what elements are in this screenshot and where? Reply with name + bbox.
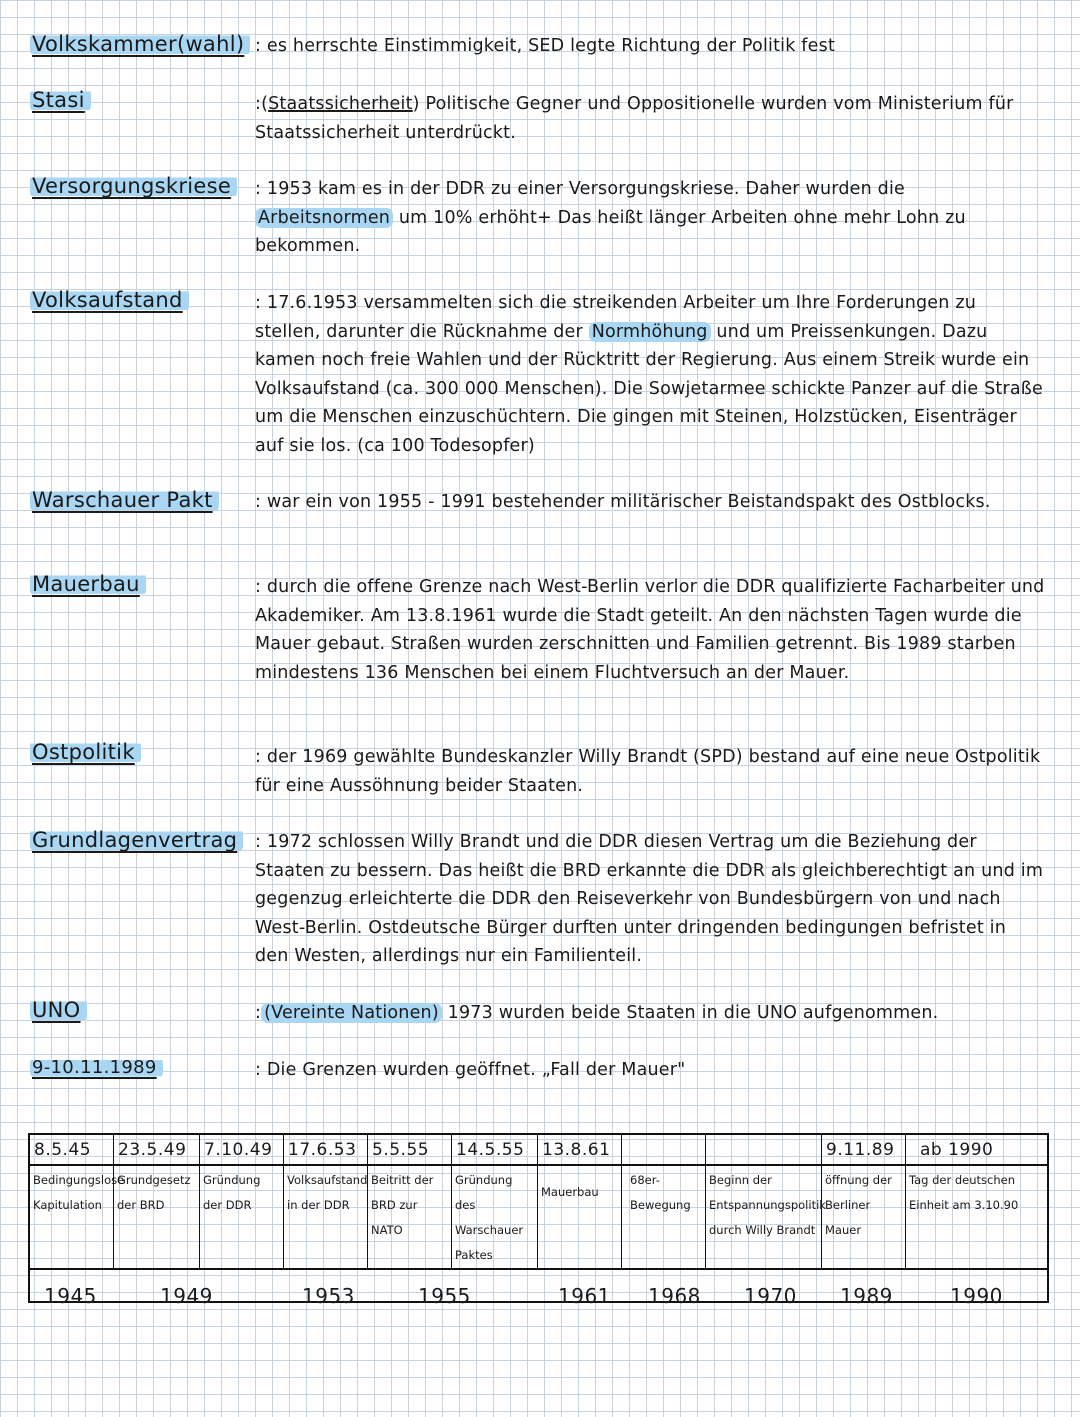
- timeline-event: Beitritt der BRD zur NATO: [368, 1166, 452, 1268]
- term-ostpolitik: Ostpolitik: [30, 740, 141, 764]
- term-mauerfall-datum: 9-10.11.1989: [30, 1057, 163, 1078]
- timeline-event: Gründung des Warschauer Paktes: [452, 1166, 538, 1268]
- timeline-event: Gründung der DDR: [200, 1166, 284, 1268]
- timeline-date: 13.8.61: [538, 1135, 622, 1164]
- timeline-year: 1945: [44, 1284, 97, 1308]
- term-uno: UNO: [30, 998, 87, 1022]
- term-stasi: Stasi: [30, 88, 91, 112]
- highlight-normhoehung: Normhöhung: [589, 322, 711, 342]
- definition-volkskammer: : es herrschte Einstimmigkeit, SED legte Richtung der Politik fest: [255, 36, 836, 56]
- definition-stasi: :(Staatssicherheit) Politische Gegner und Oppositionelle wurden vom Ministerium für Staatssicherheit unterdrückt.: [255, 94, 1014, 143]
- timeline-year: 1961: [558, 1284, 611, 1308]
- timeline-event: Mauerbau: [538, 1166, 622, 1268]
- timeline-event: Beginn der Entspannungspolitik durch Willy Brandt: [706, 1166, 822, 1268]
- definition-uno: : (Vereinte Nationen) 1973 wurden beide Staaten in die UNO aufgenommen.: [255, 1003, 939, 1023]
- term-versorgungskriese: Versorgungskriese: [30, 174, 237, 198]
- term-volkskammer: Volkskammer(wahl): [30, 32, 250, 56]
- timeline-year: 1968: [648, 1284, 701, 1308]
- term-mauerbau: Mauerbau: [30, 572, 146, 596]
- timeline-date: 7.10.49: [200, 1135, 284, 1164]
- timeline-table: [28, 1133, 1049, 1308]
- highlight-vereinte-nationen: (Vereinte Nationen): [261, 1003, 442, 1023]
- timeline-year: 1955: [418, 1284, 471, 1308]
- definition-warschauer-pakt: : war ein von 1955 - 1991 bestehender militärischer Beistandspakt des Ostblocks.: [255, 492, 991, 512]
- timeline-date: 14.5.55: [452, 1135, 538, 1164]
- timeline-year: 1953: [302, 1284, 355, 1308]
- timeline-date: 9.11.89: [822, 1135, 906, 1164]
- timeline-event: Bedingungslose Kapitulation: [30, 1166, 114, 1268]
- timeline-event: Tag der deutschen Einheit am 3.10.90: [909, 1173, 1019, 1212]
- timeline-year: 1990: [950, 1284, 1003, 1308]
- timeline-year: 1970: [744, 1284, 797, 1308]
- term-grundlagenvertrag: Grundlagenvertrag: [30, 828, 243, 852]
- highlight-arbeitsnormen: Arbeitsnormen: [255, 208, 393, 228]
- timeline-year: 1989: [840, 1284, 893, 1308]
- timeline-date: ab 1990: [920, 1140, 994, 1160]
- definition-versorgungskriese: : 1953 kam es in der DDR zu einer Versorgungskriese. Daher wurden die Arbeitsnormen um 10% erhöht+ Das heißt länger Arbeiten ohne mehr Lohn zu bekommen.: [255, 179, 966, 256]
- timeline-year: 1949: [160, 1284, 213, 1308]
- timeline-event: 68er-Bewegung: [622, 1166, 706, 1268]
- timeline-date: [622, 1135, 706, 1164]
- term-warschauer-pakt: Warschauer Pakt: [30, 488, 219, 512]
- timeline-date: 17.6.53: [284, 1135, 368, 1164]
- timeline-dates-row: [30, 1135, 1047, 1166]
- timeline-date: 8.5.45: [30, 1135, 114, 1164]
- timeline-years-row: [30, 1270, 1047, 1326]
- definition-ostpolitik: : der 1969 gewählte Bundeskanzler Willy Brandt (SPD) bestand auf eine neue Ostpolitik für eine Aussöhnung beider Staaten.: [255, 747, 1041, 796]
- term-volksaufstand: Volksaufstand: [30, 288, 189, 312]
- timeline-event: Grundgesetz der BRD: [114, 1166, 200, 1268]
- underlined-term: Staatssicherheit: [268, 94, 413, 114]
- timeline-event: Volksaufstand in der DDR: [284, 1166, 368, 1268]
- timeline-date: 5.5.55: [368, 1135, 452, 1164]
- timeline-date: [706, 1135, 822, 1164]
- timeline-events-row: [30, 1166, 1047, 1270]
- timeline-date: 23.5.49: [114, 1135, 200, 1164]
- definition-mauerfall: : Die Grenzen wurden geöffnet. „Fall der Mauer": [255, 1060, 686, 1080]
- definition-mauerbau: : durch die offene Grenze nach West-Berlin verlor die DDR qualifizierte Facharbeiter und Akademiker. Am 13.8.1961 wurde die Stadt geteilt. An den nächsten Tagen wurde die Mauer gebaut. Straßen wurden zerschnitten und Familien getrennt. Bis 1989 starben mindestens 136 Menschen bei einem Fluchtversuch an der Mauer.: [255, 577, 1045, 683]
- timeline-event: öffnung der Berliner Mauer: [822, 1166, 906, 1268]
- definition-volksaufstand: : 17.6.1953 versammelten sich die streikenden Arbeiter um Ihre Forderungen zu stellen, darunter die Rücknahme der Normhöhung und um Preissenkungen. Dazu kamen noch freie Wahlen und der Rücktritt der Regierung. Aus einem Streik wurde ein Volksaufstand (ca. 300 000 Menschen). Die Sowjetarmee schickte Panzer auf die Straße um die Menschen einzuschüchtern. Die gingen mit Steinen, Holzstücken, Eisenträger auf sie los. (ca 100 Todesopfer): [255, 293, 1043, 456]
- definition-grundlagenvertrag: : 1972 schlossen Willy Brandt und die DDR diesen Vertrag um die Beziehung der Staaten zu bessern. Das heißt die BRD erkannte die DDR als gleichberechtigt an und im gegenzug erleichterte die DDR den Reiseverkehr von Bundesbürgern von und nach West-Berlin. Ostdeutsche Bürger durften unter dringenden bedingungen befristet in den Westen, allerdings nur ein Familienteil.: [255, 832, 1044, 966]
